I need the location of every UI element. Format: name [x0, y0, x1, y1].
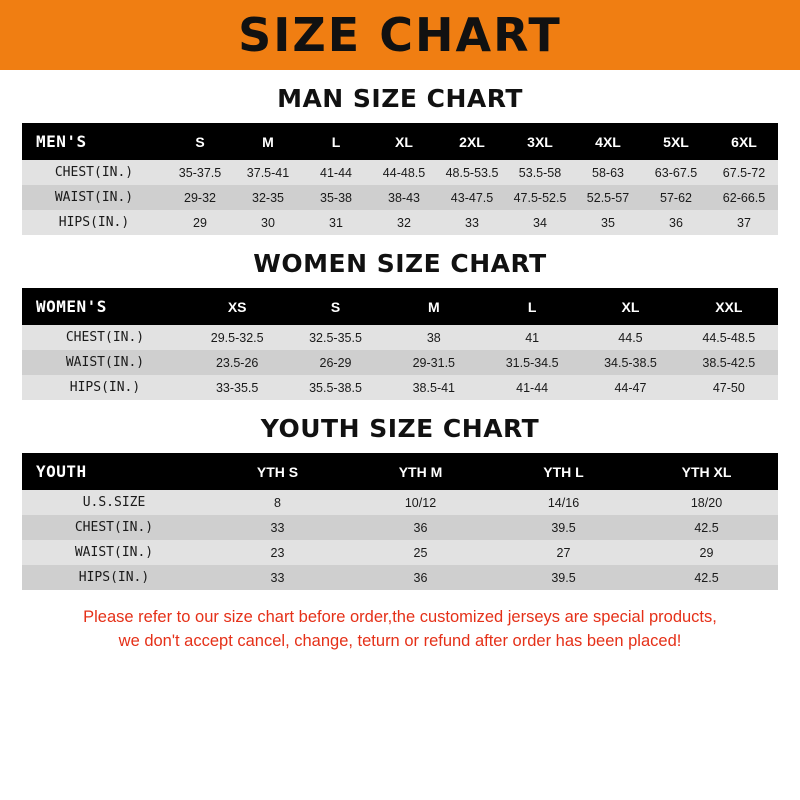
men-header-xl: XL: [370, 123, 438, 160]
women-waist-xl: 34.5-38.5: [581, 350, 679, 375]
youth-ussize-m: 10/12: [349, 490, 492, 515]
men-table-head: [22, 123, 778, 160]
men-waist-s: 29-32: [166, 185, 234, 210]
men-hips-3xl: 34: [506, 210, 574, 235]
men-chest-6xl: 67.5-72: [710, 160, 778, 185]
table-row: [22, 185, 778, 210]
men-chest-l: 41-44: [302, 160, 370, 185]
youth-table-head: [22, 453, 778, 490]
men-waist-5xl: 57-62: [642, 185, 710, 210]
women-waist-xs: 23.5-26: [188, 350, 286, 375]
men-chest-4xl: 58-63: [574, 160, 642, 185]
men-header-2xl: 2XL: [438, 123, 506, 160]
men-size-table: [22, 123, 778, 235]
women-chest-l: 41: [483, 325, 581, 350]
women-table-head: [22, 288, 778, 325]
youth-header-xl: YTH XL: [635, 453, 778, 490]
men-waist-xl: 38-43: [370, 185, 438, 210]
women-hips-xl: 44-47: [581, 375, 679, 400]
men-header-m: M: [234, 123, 302, 160]
men-header-5xl: 5XL: [642, 123, 710, 160]
youth-chest-m: 36: [349, 515, 492, 540]
men-hips-l: 31: [302, 210, 370, 235]
women-header-l: L: [483, 288, 581, 325]
notice-line-1: Please refer to our size chart before order,the customized jerseys are special products,: [83, 608, 717, 626]
table-header-row: [22, 453, 778, 490]
men-row-waist-label: WAIST(IN.): [22, 185, 166, 210]
women-chest-m: 38: [385, 325, 483, 350]
youth-header-label: YOUTH: [22, 453, 206, 490]
women-waist-m: 29-31.5: [385, 350, 483, 375]
table-row: [22, 565, 778, 590]
women-chest-xl: 44.5: [581, 325, 679, 350]
table-row: [22, 325, 778, 350]
header-bar: [0, 0, 800, 70]
table-row: [22, 490, 778, 515]
women-chest-xxl: 44.5-48.5: [680, 325, 778, 350]
table-row: [22, 540, 778, 565]
section-women: [0, 249, 800, 400]
women-header-xs: XS: [188, 288, 286, 325]
women-header-xl: XL: [581, 288, 679, 325]
youth-ussize-s: 8: [206, 490, 349, 515]
table-row: [22, 515, 778, 540]
men-chest-m: 37.5-41: [234, 160, 302, 185]
youth-hips-xl: 42.5: [635, 565, 778, 590]
men-header-6xl: 6XL: [710, 123, 778, 160]
youth-waist-xl: 29: [635, 540, 778, 565]
women-header-xxl: XXL: [680, 288, 778, 325]
men-header-3xl: 3XL: [506, 123, 574, 160]
order-policy-notice: [0, 606, 800, 654]
section-youth: [0, 414, 800, 590]
youth-row-waist-label: WAIST(IN.): [22, 540, 206, 565]
section-title-youth: YOUTH SIZE CHART: [260, 414, 540, 443]
women-size-table: [22, 288, 778, 400]
section-title-women: WOMEN SIZE CHART: [253, 249, 547, 278]
men-header-label: MEN'S: [22, 123, 166, 160]
men-chest-5xl: 63-67.5: [642, 160, 710, 185]
table-header-row: [22, 288, 778, 325]
table-row: [22, 210, 778, 235]
section-men: [0, 84, 800, 235]
women-hips-xxl: 47-50: [680, 375, 778, 400]
section-title-men: MAN SIZE CHART: [277, 84, 523, 113]
table-row: [22, 160, 778, 185]
youth-ussize-l: 14/16: [492, 490, 635, 515]
men-waist-4xl: 52.5-57: [574, 185, 642, 210]
men-header-4xl: 4XL: [574, 123, 642, 160]
men-waist-3xl: 47.5-52.5: [506, 185, 574, 210]
men-waist-m: 32-35: [234, 185, 302, 210]
men-chest-3xl: 53.5-58: [506, 160, 574, 185]
men-header-s: S: [166, 123, 234, 160]
women-hips-xs: 33-35.5: [188, 375, 286, 400]
page-title: SIZE CHART: [238, 8, 562, 62]
youth-chest-xl: 42.5: [635, 515, 778, 540]
men-row-hips-label: HIPS(IN.): [22, 210, 166, 235]
youth-chest-l: 39.5: [492, 515, 635, 540]
youth-hips-l: 39.5: [492, 565, 635, 590]
youth-ussize-xl: 18/20: [635, 490, 778, 515]
women-waist-xxl: 38.5-42.5: [680, 350, 778, 375]
youth-waist-l: 27: [492, 540, 635, 565]
women-hips-m: 38.5-41: [385, 375, 483, 400]
youth-header-l: YTH L: [492, 453, 635, 490]
table-header-row: [22, 123, 778, 160]
youth-hips-m: 36: [349, 565, 492, 590]
women-row-hips-label: HIPS(IN.): [22, 375, 188, 400]
women-row-waist-label: WAIST(IN.): [22, 350, 188, 375]
women-waist-s: 26-29: [286, 350, 384, 375]
youth-row-chest-label: CHEST(IN.): [22, 515, 206, 540]
women-header-s: S: [286, 288, 384, 325]
men-hips-4xl: 35: [574, 210, 642, 235]
men-chest-s: 35-37.5: [166, 160, 234, 185]
men-hips-5xl: 36: [642, 210, 710, 235]
youth-waist-m: 25: [349, 540, 492, 565]
youth-row-ussize-label: U.S.SIZE: [22, 490, 206, 515]
men-waist-6xl: 62-66.5: [710, 185, 778, 210]
men-row-chest-label: CHEST(IN.): [22, 160, 166, 185]
youth-row-hips-label: HIPS(IN.): [22, 565, 206, 590]
table-row: [22, 350, 778, 375]
women-table-body: [22, 325, 778, 400]
men-chest-xl: 44-48.5: [370, 160, 438, 185]
women-chest-xs: 29.5-32.5: [188, 325, 286, 350]
youth-size-table: [22, 453, 778, 590]
women-header-label: WOMEN'S: [22, 288, 188, 325]
women-header-m: M: [385, 288, 483, 325]
men-waist-l: 35-38: [302, 185, 370, 210]
men-header-l: L: [302, 123, 370, 160]
men-table-body: [22, 160, 778, 235]
youth-waist-s: 23: [206, 540, 349, 565]
men-chest-2xl: 48.5-53.5: [438, 160, 506, 185]
notice-line-2: we don't accept cancel, change, teturn or refund after order has been placed!: [118, 631, 682, 650]
youth-chest-s: 33: [206, 515, 349, 540]
men-hips-s: 29: [166, 210, 234, 235]
men-waist-2xl: 43-47.5: [438, 185, 506, 210]
youth-hips-s: 33: [206, 565, 349, 590]
men-hips-m: 30: [234, 210, 302, 235]
women-waist-l: 31.5-34.5: [483, 350, 581, 375]
women-hips-s: 35.5-38.5: [286, 375, 384, 400]
men-hips-xl: 32: [370, 210, 438, 235]
women-chest-s: 32.5-35.5: [286, 325, 384, 350]
youth-table-body: [22, 490, 778, 590]
table-row: [22, 375, 778, 400]
youth-header-m: YTH M: [349, 453, 492, 490]
women-row-chest-label: CHEST(IN.): [22, 325, 188, 350]
men-hips-2xl: 33: [438, 210, 506, 235]
women-hips-l: 41-44: [483, 375, 581, 400]
youth-header-s: YTH S: [206, 453, 349, 490]
men-hips-6xl: 37: [710, 210, 778, 235]
